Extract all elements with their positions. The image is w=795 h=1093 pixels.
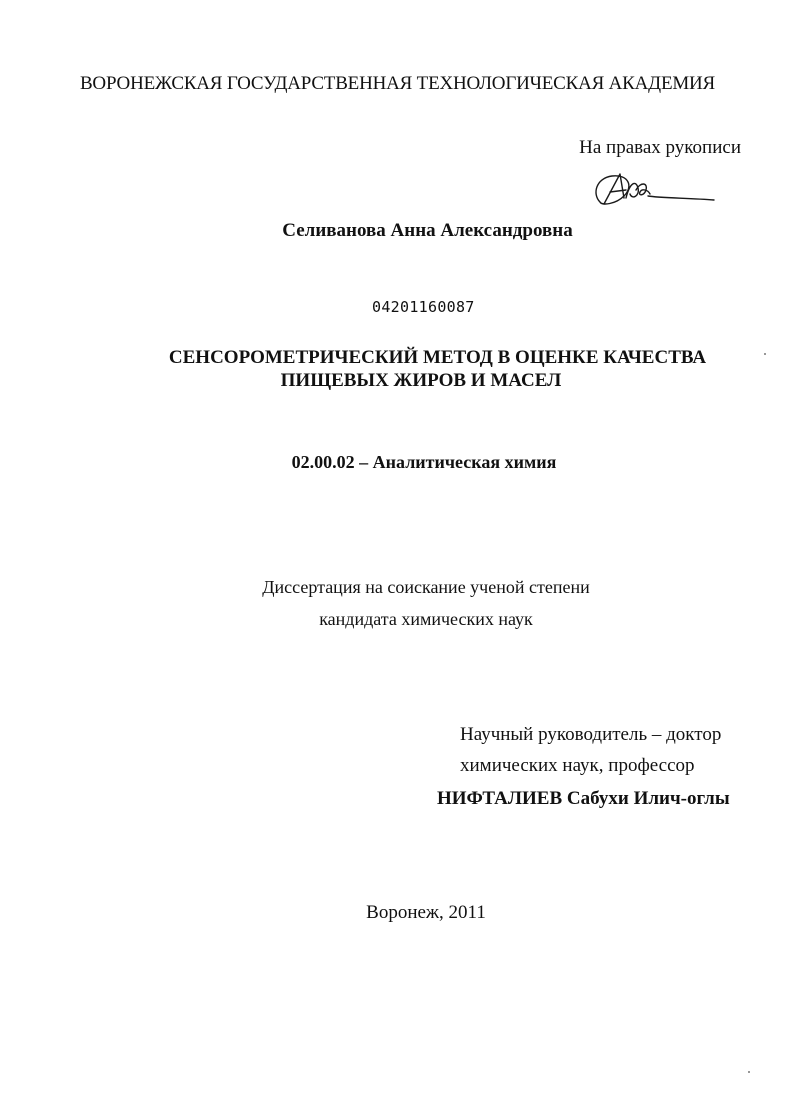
city-year: Воронеж, 2011 bbox=[366, 902, 486, 923]
dissertation-degree-line-2: кандидата химических наук bbox=[319, 609, 533, 629]
dissertation-degree-line-1: Диссертация на соискание ученой степени bbox=[262, 577, 590, 597]
scan-speck bbox=[748, 1071, 750, 1073]
scan-speck bbox=[764, 353, 766, 355]
specialty-code: 02.00.02 – Аналитическая химия bbox=[291, 452, 557, 472]
advisor-line-1: Научный руководитель – доктор bbox=[460, 724, 722, 745]
thesis-title-line-1: СЕНСОРОМЕТРИЧЕСКИЙ МЕТОД В ОЦЕНКЕ КАЧЕСТВА bbox=[168, 347, 707, 368]
archive-code: 04201160087 bbox=[372, 298, 475, 316]
thesis-title-line-2: ПИЩЕВЫХ ЖИРОВ И МАСЕЛ bbox=[280, 370, 562, 391]
author-name: Селиванова Анна Александровна bbox=[282, 220, 573, 241]
advisor-name: НИФТАЛИЕВ Сабухи Илич-оглы bbox=[437, 788, 730, 809]
rights-notice: На правах рукописи bbox=[579, 137, 741, 158]
institution-name: ВОРОНЕЖСКАЯ ГОСУДАРСТВЕННАЯ ТЕХНОЛОГИЧЕСКАЯ АКАДЕМИЯ bbox=[79, 73, 716, 94]
handwritten-signature-icon bbox=[590, 168, 720, 214]
advisor-line-2: химических наук, профессор bbox=[460, 755, 695, 776]
